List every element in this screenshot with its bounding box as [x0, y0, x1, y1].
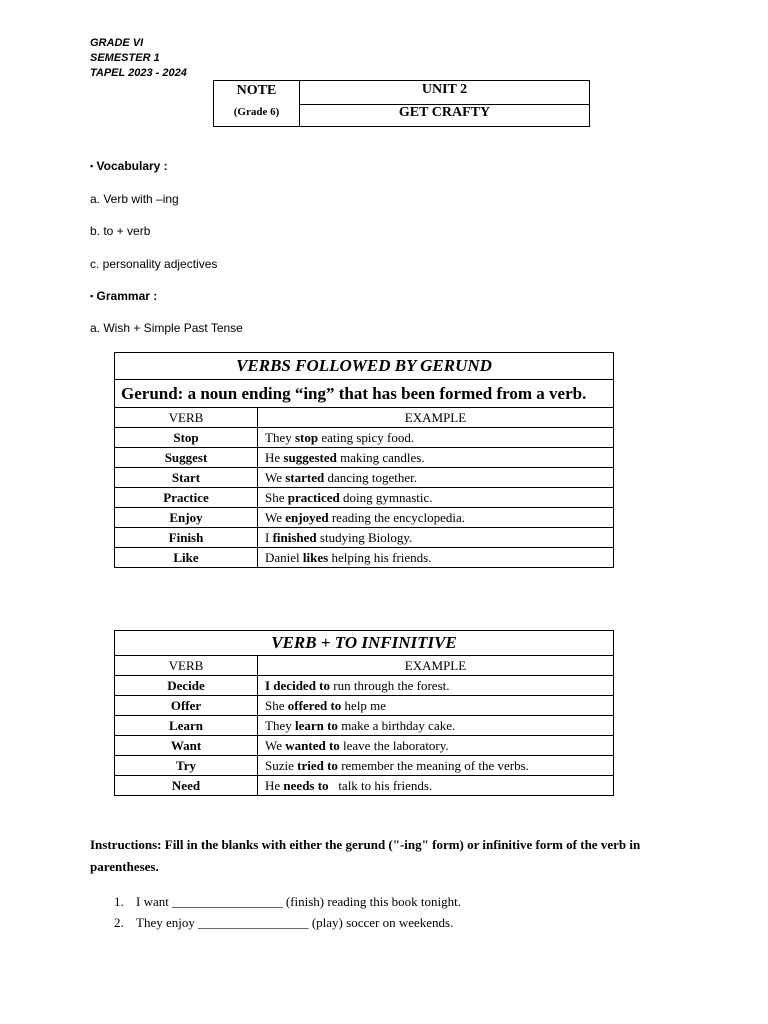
gerund-definition: Gerund: a noun ending “ing” that has been formed from a verb. — [115, 380, 614, 408]
example-text-pre: We — [265, 737, 286, 753]
verb-cell: Try — [115, 756, 258, 776]
example-keyword: tried to — [297, 757, 338, 773]
example-cell — [258, 428, 614, 448]
vocab-item: c. personality adjectives — [90, 257, 218, 271]
table-row — [115, 548, 614, 568]
example-text-post: making candles. — [336, 449, 425, 465]
example-cell — [258, 736, 614, 756]
header-year: TAPEL 2023 - 2024 — [90, 67, 187, 79]
grammar-item: a. Wish + Simple Past Tense — [90, 321, 243, 335]
verb-cell: Need — [115, 776, 258, 796]
exercise-text: I want _________________ (finish) reading this book tonight. — [136, 894, 461, 909]
table-row — [115, 696, 614, 716]
example-cell — [258, 548, 614, 568]
exercise-number: 1. — [114, 894, 124, 909]
example-keyword: wanted to — [285, 737, 340, 753]
example-keyword: learn to — [294, 717, 338, 733]
exercise-item — [114, 915, 453, 931]
example-cell — [258, 468, 614, 488]
gerund-table — [114, 352, 614, 568]
example-cell — [258, 756, 614, 776]
example-text-post: eating spicy food. — [318, 429, 415, 445]
example-cell — [258, 448, 614, 468]
example-text-pre: We — [265, 469, 286, 485]
example-text-post: dancing together. — [324, 469, 418, 485]
table-row — [115, 676, 614, 696]
header-grade: GRADE VI — [90, 37, 144, 49]
example-text-pre: He — [265, 777, 284, 793]
example-text-post: remember the meaning of the verbs. — [337, 757, 529, 773]
column-header-verb: VERB — [115, 408, 258, 428]
verb-cell: Want — [115, 736, 258, 756]
vocab-item: b. to + verb — [90, 224, 151, 238]
exercise-text: They enjoy _________________ (play) soccer on weekends. — [136, 915, 454, 930]
column-header-example: EXAMPLE — [258, 656, 614, 676]
infinitive-table — [114, 630, 614, 796]
unit-title: GET CRAFTY — [398, 105, 491, 120]
example-keyword: finished — [272, 529, 317, 545]
exercise-item — [114, 894, 461, 910]
header-block — [90, 36, 187, 81]
verb-cell: Start — [115, 468, 258, 488]
table-row — [115, 488, 614, 508]
example-text-pre: We — [265, 509, 286, 525]
gerund-table-title: VERBS FOLLOWED BY GERUND — [115, 353, 614, 380]
example-cell — [258, 488, 614, 508]
verb-cell: Decide — [115, 676, 258, 696]
example-text-post: make a birthday cake. — [337, 717, 456, 733]
verb-cell: Stop — [115, 428, 258, 448]
example-cell — [258, 776, 614, 796]
example-text-pre: He — [265, 449, 284, 465]
exercise-number: 2. — [114, 915, 124, 930]
example-keyword: practiced — [287, 489, 340, 505]
verb-cell: Enjoy — [115, 508, 258, 528]
vocab-item: a. Verb with –ing — [90, 192, 179, 206]
table-row — [115, 468, 614, 488]
example-cell — [258, 508, 614, 528]
example-keyword: suggested — [283, 449, 337, 465]
example-text-pre: Suzie — [265, 757, 298, 773]
example-text-pre: They — [265, 717, 295, 733]
example-text-post: studying Biology. — [316, 529, 413, 545]
example-keyword: stop — [294, 429, 319, 445]
note-label: NOTE — [236, 83, 277, 98]
grade-label: (Grade 6) — [233, 106, 280, 118]
example-text-post: help me — [341, 697, 387, 713]
example-keyword: started — [285, 469, 325, 485]
verb-cell: Practice — [115, 488, 258, 508]
header-semester: SEMESTER 1 — [90, 52, 160, 64]
column-header-example: EXAMPLE — [258, 408, 614, 428]
example-text-pre: She — [265, 697, 288, 713]
example-cell — [258, 676, 614, 696]
column-header-verb: VERB — [115, 656, 258, 676]
example-text-pre: She — [265, 489, 288, 505]
grammar-heading: ▪ Grammar : — [90, 289, 158, 303]
verb-cell: Learn — [115, 716, 258, 736]
example-keyword: likes — [302, 549, 329, 565]
example-text-post: run through the forest. — [330, 677, 450, 693]
example-keyword: enjoyed — [285, 509, 329, 525]
verb-cell: Like — [115, 548, 258, 568]
example-text-post: reading the encyclopedia. — [328, 509, 466, 525]
example-keyword: I decided to — [265, 677, 330, 693]
table-row — [115, 756, 614, 776]
vocab-heading: ▪ Vocabulary : — [90, 159, 168, 173]
example-text-post: talk to his friends. — [328, 777, 433, 793]
bullet-icon: ▪ — [90, 291, 94, 301]
note-box — [213, 80, 590, 127]
table-row — [115, 528, 614, 548]
example-cell — [258, 528, 614, 548]
example-text-pre: I — [265, 529, 273, 545]
verb-cell: Finish — [115, 528, 258, 548]
table-row — [115, 448, 614, 468]
example-text-post: doing gymnastic. — [339, 489, 433, 505]
table-row — [115, 716, 614, 736]
verb-cell: Offer — [115, 696, 258, 716]
unit-label: UNIT 2 — [421, 82, 468, 97]
example-text-pre: They — [265, 429, 295, 445]
table-row — [115, 776, 614, 796]
example-cell — [258, 696, 614, 716]
infinitive-table-title: VERB + TO INFINITIVE — [115, 631, 614, 656]
table-row — [115, 508, 614, 528]
instructions-text: Instructions: Fill in the blanks with either the gerund ("-ing" form) or infinitive form of the verb in parentheses. — [90, 837, 641, 874]
table-row — [115, 736, 614, 756]
example-text-pre: Daniel — [265, 549, 303, 565]
bullet-icon: ▪ — [90, 161, 94, 171]
table-row — [115, 428, 614, 448]
example-text-post: leave the laboratory. — [339, 737, 449, 753]
example-cell — [258, 716, 614, 736]
example-keyword: offered to — [287, 697, 342, 713]
example-text-post: helping his friends. — [328, 549, 432, 565]
example-keyword: needs to — [283, 777, 329, 793]
verb-cell: Suggest — [115, 448, 258, 468]
